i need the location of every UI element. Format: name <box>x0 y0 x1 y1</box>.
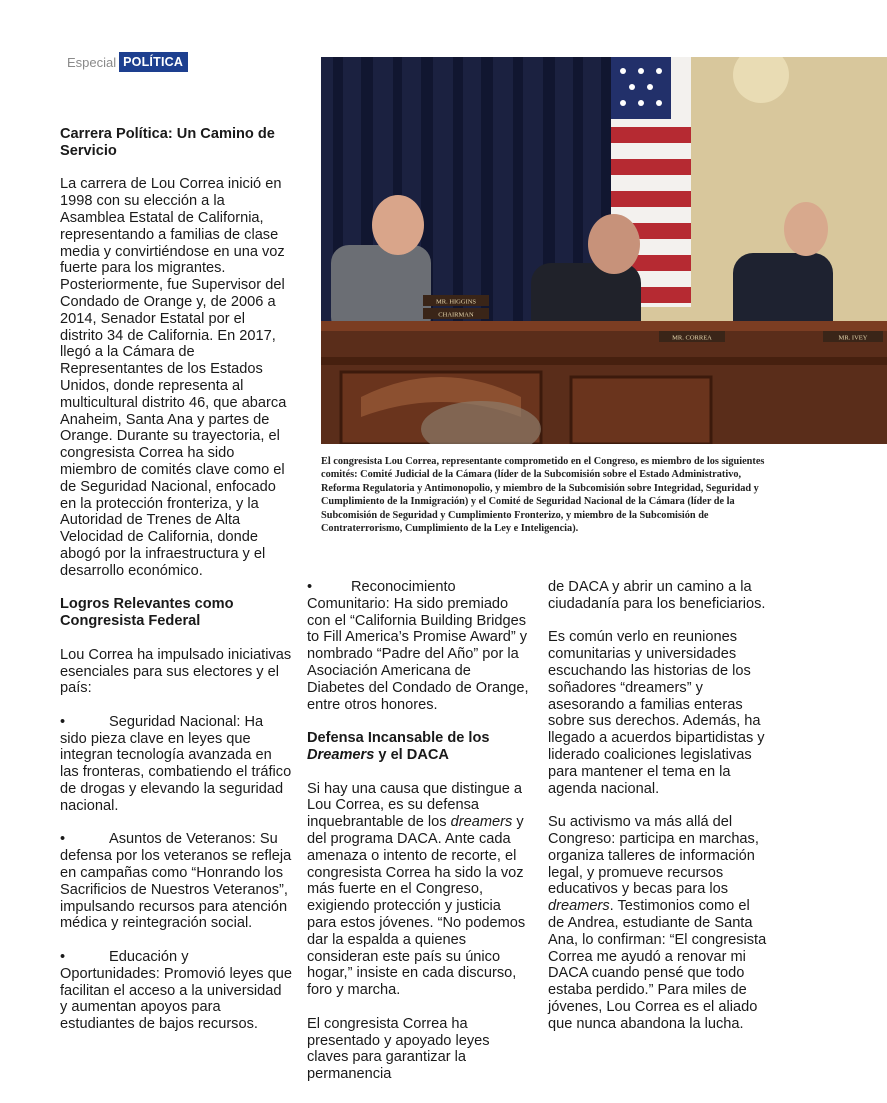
name-plate-higgins: MR. HIGGINS <box>435 298 477 306</box>
column-1 <box>60 126 292 1050</box>
body-paragraph: Si hay una causa que distingue a Lou Correa, es su defensa inquebrantable de los dreamers y del programa DACA. Ante cada amenaza o intento de recorte, el congresista Correa ha sido la voz más fuerte en el Congreso, exigiendo protección y justicia para estos jóvenes. “No podemos dar la espalda a quienes consideran este país su único hogar,” insiste en cada discurso, foro y marcha. <box>307 780 526 999</box>
section-heading: Logros Relevantes como Congresista Federal <box>60 596 234 630</box>
section-label: Especial <box>67 54 117 70</box>
body-paragraph: El congresista Correa ha presentado y apoyado leyes claves para garantizar la permanencia <box>307 1015 490 1083</box>
section-heading: Carrera Política: Un Camino de Servicio <box>60 126 275 159</box>
photo-caption: El congresista Lou Correa, representante comprometido en el Congreso, es miembro de los siguientes comités: Comité Judicial de la Cámara (líder de la Subcomisión sobre el Estado Administrativo, Reforma Regulatoria y Antimonopolio, y miembro de la Subcomisión sobre Integridad, Seguridad y Cumplimiento de la Inmigración) y el Comité de Seguridad Nacional de la Cámara (líder de la Subcomisión de Seguridad y Cumplimiento Fronterizo, y miembro de la Subcomisión de Contraterrorismo, Cumplimiento de la Ley e Inteligencia). <box>321 456 765 535</box>
bullet-item: • Reconocimiento Comunitario: Ha sido premiado con el “California Building Bridges to Fill America’s Promise Award” y nombrado “Padre del Año” por la Asociación Americana de Diabetes del Condado de Orange, entre otros honores. <box>307 579 529 713</box>
body-paragraph: Su activismo va más allá del Congreso: participa en marchas, organiza talleres de información legal, y promueve recursos educativos y becas para los dreamers. Testimonios como el de Andrea, estudiante de Santa Ana, lo confirman: “El congresista Correa me ayudó a renovar mi DACA cuando pensé que todo estaba perdido.” Para miles de jóvenes, Lou Correa es el aliado que nunca abandona la lucha. <box>548 814 767 1032</box>
bullet-icon: • <box>60 713 66 730</box>
name-plate-ivey: MR. IVEY <box>838 334 868 342</box>
bullet-item: • Asuntos de Veteranos: Su defensa por los veteranos se refleja en campañas como “Honrando los Sacrificios de Nuestros Veteranos”, impulsando recursos para atención médica y reintegración social. <box>60 831 292 932</box>
hearing-photo <box>321 57 887 444</box>
bullet-icon: • <box>307 579 313 595</box>
name-plate-correa: MR. CORREA <box>672 334 712 342</box>
bullet-item: • Seguridad Nacional: Ha sido pieza clave en leyes que integran tecnología avanzada en las fronteras, combatiendo el tráfico de drogas y elevando la seguridad nacional. <box>60 713 292 814</box>
bullet-icon: • <box>60 831 66 848</box>
body-paragraph: de DACA y abrir un camino a la ciudadanía para los beneficiarios. <box>548 579 766 612</box>
name-plate-chairman: CHAIRMAN <box>438 311 474 319</box>
bullet-icon: • <box>60 949 66 966</box>
body-paragraph: Es común verlo en reuniones comunitarias y universidades escuchando las historias de los soñadores “dreamers” y asesorando a familias enteras sobre sus derechos. Además, ha llegado a acuerdos bipartidistas y liderado coaliciones legislativas para mantener el tema en la agenda nacional. <box>548 629 765 797</box>
column-3 <box>548 579 768 1049</box>
hearing-photo-illustration <box>321 57 887 444</box>
section-badge: POLÍTICA <box>119 52 188 72</box>
section-header <box>67 52 188 72</box>
section-heading: Defensa Incansable de los Dreamers y el DACA <box>307 730 490 763</box>
body-paragraph: Lou Correa ha impulsado iniciativas esenciales para sus electores y el país: <box>60 646 292 697</box>
body-paragraph: La carrera de Lou Correa inició en 1998 con su elección a la Asamblea Estatal de California, representando a familias de clase media y convirtiéndose en una voz fuerte para los migrantes. Posteriormente, fue Supervisor del Condado de Orange y, de 2006 a 2014, Senador Estatal por el distrito 34 de California. En 2017, llegó a la Cámara de Representantes de los Estados Unidos, donde representa al multicultural distrito 46, que abarca Anaheim, Santa Ana y partes de Orange. Durante su trayectoria, el congresista Correa ha sido miembro de comités clave como el de Seguridad Nacional, enfocado en la protección fronteriza, y la Autoridad de Trenes de Alta Velocidad de California, donde abogó por la infraestructura y el desarrollo económico. <box>60 176 287 579</box>
column-2 <box>307 579 532 1100</box>
bullet-item: • Educación y Oportunidades: Promovió leyes que facilitan el acceso a la universidad y aumentan apoyos para estudiantes de bajos recursos. <box>60 949 293 1033</box>
